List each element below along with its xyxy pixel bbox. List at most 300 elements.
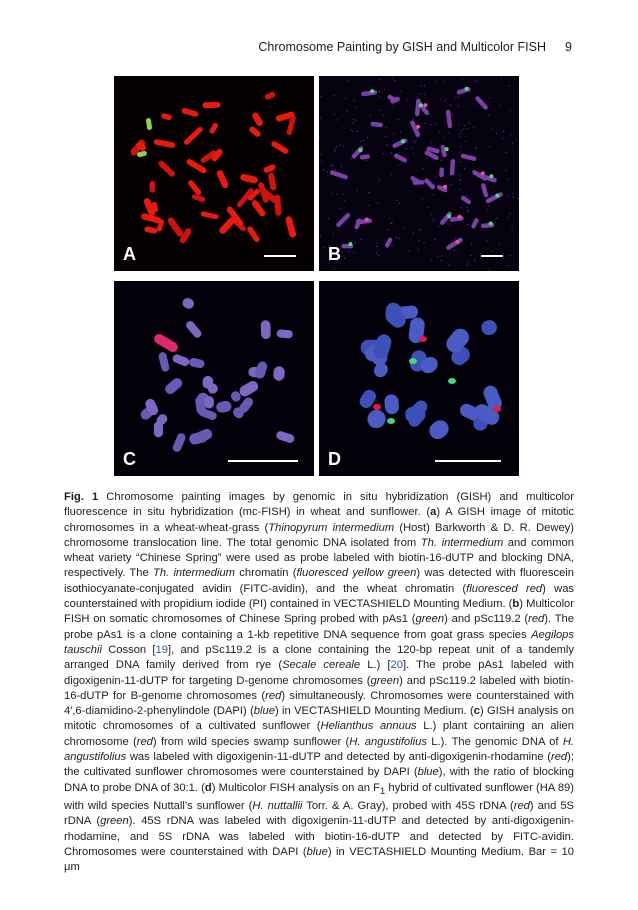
background-speck — [323, 247, 324, 248]
background-speck — [393, 105, 394, 106]
background-speck — [510, 255, 511, 256]
caption-species: Secale cereale — [282, 659, 361, 672]
caption-text: (Host) Barkworth & D. R. Dewey) chromosome translocation line. The total genomic DNA isolated from — [64, 521, 575, 549]
background-speck — [510, 134, 511, 135]
panel-a-gish-wheat — [114, 76, 314, 271]
caption-color-term: red — [513, 800, 530, 813]
caption-text: ) was counterstained with propidium iodide (PI) contained in VECTASHIELD Mounting Medium. ( — [64, 582, 575, 611]
caption-text: ) GISH analysis on mitotic chromosomes of a cultivated sunflower ( — [64, 705, 575, 733]
caption-color-term: blue — [253, 705, 275, 718]
caption-text: L.). The genomic DNA of — [426, 735, 563, 748]
citation-link[interactable]: 20 — [390, 659, 403, 672]
background-speck — [458, 124, 459, 125]
caption-color-term: green — [415, 613, 445, 626]
background-speck — [460, 175, 461, 176]
background-speck — [489, 115, 490, 116]
background-speck — [394, 80, 395, 81]
panel-b-scale-bar — [481, 255, 503, 257]
caption-color-term: red — [550, 751, 568, 764]
running-title: Chromosome Painting by GISH and Multicolor FISH — [258, 40, 546, 54]
background-speck — [498, 243, 499, 244]
background-speck — [455, 238, 456, 239]
background-speck — [413, 153, 414, 154]
background-speck — [508, 195, 509, 196]
background-speck — [348, 251, 349, 252]
background-speck — [366, 160, 367, 161]
background-speck — [460, 207, 461, 208]
background-speck — [379, 79, 380, 80]
probe-signal — [445, 147, 449, 151]
background-speck — [424, 94, 425, 95]
background-speck — [342, 252, 343, 253]
background-speck — [321, 161, 322, 162]
background-speck — [328, 218, 329, 219]
background-speck — [323, 169, 324, 170]
background-speck — [471, 255, 472, 256]
caption-text: ], and pSc119.2 is a clone containing the 120-bp repeat unit of a tandemly arranged DNA family derived from rye ( — [64, 643, 574, 672]
background-speck — [465, 141, 466, 142]
background-speck — [424, 85, 425, 86]
probe-signal — [495, 194, 499, 198]
background-speck — [368, 192, 369, 193]
background-speck — [466, 265, 467, 266]
background-speck — [433, 219, 434, 220]
background-speck — [434, 239, 435, 240]
probe-signal — [370, 89, 374, 93]
background-speck — [423, 168, 424, 169]
background-speck — [455, 97, 456, 98]
background-speck — [331, 165, 332, 166]
background-speck — [370, 114, 371, 115]
background-speck — [444, 100, 445, 101]
caption-text: chromatin ( — [235, 567, 297, 580]
caption-color-term: blue — [417, 766, 439, 779]
background-speck — [437, 256, 438, 257]
background-speck — [489, 205, 490, 206]
background-speck — [502, 138, 503, 139]
background-speck — [360, 141, 361, 142]
background-speck — [458, 133, 459, 134]
caption-panel-ref: c — [473, 705, 480, 718]
background-speck — [393, 133, 394, 134]
background-speck — [467, 128, 468, 129]
background-speck — [467, 224, 468, 225]
background-speck — [404, 227, 405, 228]
background-speck — [384, 89, 385, 90]
background-speck — [383, 114, 384, 115]
background-speck — [320, 117, 321, 118]
background-speck — [452, 115, 453, 116]
caption-text: ) in VECTASHIELD Mounting Medium. Bar = 10 μm — [64, 846, 574, 874]
background-speck — [466, 207, 467, 208]
caption-text: L.) plant containing an alien chromosome ( — [64, 720, 574, 748]
background-speck — [413, 118, 414, 119]
probe-signal — [489, 221, 493, 225]
background-speck — [332, 193, 333, 194]
background-speck — [409, 251, 410, 252]
panel-b-mcfish-wheat — [319, 76, 519, 271]
probe-signal — [348, 242, 352, 246]
background-speck — [467, 262, 468, 263]
probe-signal — [447, 214, 451, 218]
panel-d-scale-bar — [435, 460, 501, 462]
background-speck — [418, 249, 419, 250]
caption-panel-ref: a — [430, 506, 437, 519]
probe-signal — [419, 103, 423, 107]
probe-signal — [359, 148, 363, 152]
background-speck — [460, 189, 461, 190]
background-speck — [353, 252, 354, 253]
caption-text: ) Multicolor FISH analysis on an F — [211, 781, 380, 794]
background-speck — [386, 127, 387, 128]
background-speck — [459, 152, 460, 153]
background-speck — [355, 243, 356, 244]
background-speck — [425, 123, 426, 124]
background-speck — [429, 114, 430, 115]
background-speck — [419, 240, 420, 241]
background-speck — [450, 224, 451, 225]
caption-text: ) and pSc119.2 ( — [444, 613, 529, 626]
background-speck — [396, 237, 397, 238]
background-speck — [415, 140, 416, 141]
background-speck — [435, 123, 436, 124]
caption-color-term: green — [370, 674, 400, 687]
background-speck — [391, 152, 392, 153]
caption-color-term: red — [136, 735, 153, 748]
background-speck — [413, 232, 414, 233]
caption-color-term: fluoresced red — [466, 582, 543, 595]
background-speck — [356, 231, 357, 232]
panel-d-micrograph — [319, 281, 519, 476]
background-speck — [334, 148, 335, 149]
background-speck — [511, 229, 512, 230]
caption-text: L.) [ — [360, 659, 391, 672]
background-speck — [378, 181, 379, 182]
background-speck — [434, 220, 435, 221]
background-speck — [380, 109, 381, 110]
figure — [114, 76, 524, 476]
probe-signal — [481, 171, 485, 175]
background-speck — [441, 255, 442, 256]
background-speck — [392, 78, 393, 79]
background-speck — [353, 122, 354, 123]
probe-signal — [365, 217, 369, 221]
background-speck — [337, 119, 338, 120]
background-speck — [356, 190, 357, 191]
rdna-signal — [448, 378, 456, 384]
background-speck — [362, 225, 363, 226]
background-speck — [411, 147, 412, 148]
chromosome — [204, 396, 214, 409]
rdna-signal — [493, 406, 501, 412]
background-speck — [333, 233, 334, 234]
probe-signal — [455, 240, 459, 244]
background-speck — [435, 177, 436, 178]
background-speck — [419, 93, 420, 94]
panel-c-gish-sunflower — [114, 281, 314, 476]
background-speck — [398, 164, 399, 165]
background-speck — [360, 239, 361, 240]
background-speck — [431, 260, 432, 261]
probe-signal — [489, 174, 493, 178]
background-speck — [506, 152, 507, 153]
background-speck — [414, 142, 415, 143]
caption-panel-ref: b — [512, 598, 520, 611]
background-speck — [427, 207, 428, 208]
background-speck — [379, 91, 380, 92]
background-speck — [377, 242, 378, 243]
panel-a-micrograph — [114, 76, 314, 271]
background-speck — [367, 137, 368, 138]
running-head — [0, 40, 638, 58]
probe-signal — [401, 139, 405, 143]
background-speck — [333, 95, 334, 96]
background-speck — [420, 229, 421, 230]
caption-figure-label: Fig. 1 — [64, 491, 99, 503]
caption-text: was labeled with digoxigenin-11-dUTP and detected by anti-digoxigenin-rhodamine ( — [126, 751, 551, 764]
background-speck — [450, 184, 451, 185]
background-speck — [398, 119, 399, 120]
background-speck — [401, 91, 402, 92]
rdna-signal — [409, 358, 417, 364]
background-speck — [438, 131, 439, 132]
background-speck — [342, 194, 343, 195]
background-speck — [491, 128, 492, 129]
background-speck — [512, 143, 513, 144]
background-speck — [353, 119, 354, 120]
background-speck — [386, 144, 387, 145]
caption-color-term: red — [528, 613, 545, 626]
background-speck — [424, 242, 425, 243]
background-speck — [380, 96, 381, 97]
caption-species: Thinopyrum intermedium — [268, 521, 395, 534]
background-speck — [468, 210, 469, 211]
background-speck — [512, 197, 513, 198]
background-speck — [354, 100, 355, 101]
background-speck — [376, 253, 377, 254]
panel-b-micrograph — [319, 76, 519, 271]
background-speck — [441, 160, 442, 161]
background-speck — [512, 193, 513, 194]
caption-species: H. angustifolius — [64, 735, 574, 764]
panel-c-scale-bar — [228, 460, 298, 462]
background-speck — [344, 258, 345, 259]
panel-b-label: B — [328, 244, 341, 264]
caption-text: ), with the ratio of blocking DNA to probe DNA of 30:1. ( — [64, 766, 575, 794]
background-speck — [496, 133, 497, 134]
background-speck — [453, 250, 454, 251]
background-speck — [379, 178, 380, 179]
background-speck — [463, 129, 464, 130]
caption-subscript: 1 — [380, 785, 386, 796]
background-speck — [486, 240, 487, 241]
background-speck — [320, 96, 321, 97]
background-speck — [443, 137, 444, 138]
background-speck — [458, 106, 459, 107]
caption-text: ) from wild species swamp sunflower ( — [152, 735, 350, 748]
background-speck — [510, 110, 511, 111]
background-speck — [351, 158, 352, 159]
caption-species: Th. intermedium — [420, 536, 504, 549]
caption-species: Th. intermedium — [153, 567, 236, 580]
caption-text: ) in VECTASHIELD Mounting Medium. ( — [274, 705, 474, 718]
background-speck — [339, 144, 340, 145]
background-speck — [448, 265, 449, 266]
background-speck — [391, 222, 392, 223]
background-speck — [422, 199, 423, 200]
background-speck — [507, 217, 508, 218]
caption-color-term: green — [100, 815, 129, 828]
background-speck — [430, 214, 431, 215]
background-speck — [464, 168, 465, 169]
background-speck — [477, 81, 478, 82]
background-speck — [391, 245, 392, 246]
caption-color-term: red — [265, 689, 282, 702]
caption-text: ) and pSc119.2 labeled with biotin-16-dUTP for B-genome chromosomes ( — [64, 674, 574, 702]
background-speck — [346, 111, 347, 112]
background-speck — [378, 255, 379, 256]
background-speck — [496, 218, 497, 219]
caption-color-term: blue — [306, 846, 328, 859]
caption-text: ) A GISH image of mitotic chromosomes in a wheat-wheat-grass ( — [64, 506, 574, 534]
background-speck — [421, 85, 422, 86]
background-speck — [399, 203, 400, 204]
caption-species: Helianthus annuus — [320, 720, 417, 733]
page-number: 9 — [565, 40, 572, 54]
background-speck — [503, 131, 504, 132]
background-speck — [355, 120, 356, 121]
background-speck — [474, 260, 475, 261]
background-speck — [501, 77, 502, 78]
background-speck — [321, 154, 322, 155]
background-speck — [430, 124, 431, 125]
background-speck — [320, 235, 321, 236]
background-speck — [400, 131, 401, 132]
panel-d-mcfish-sunflower — [319, 281, 519, 476]
caption-text: and common wheat variety “Chinese Spring” were used as probe labeled with biotin-16-dUTP and blocking DNA, respectively. The — [64, 536, 574, 580]
probe-signal — [465, 87, 469, 91]
rdna-signal — [419, 336, 427, 342]
background-speck — [487, 209, 488, 210]
panel-a-label: A — [123, 244, 136, 264]
background-speck — [363, 139, 364, 140]
probe-signal — [443, 185, 447, 189]
background-speck — [475, 147, 476, 148]
rdna-signal — [373, 404, 381, 410]
background-speck — [435, 81, 436, 82]
background-speck — [357, 131, 358, 132]
background-speck — [450, 105, 451, 106]
caption-color-term: fluoresced yellow green — [296, 567, 417, 580]
background-speck — [465, 125, 466, 126]
background-speck — [458, 96, 459, 97]
background-speck — [505, 170, 506, 171]
background-speck — [426, 158, 427, 159]
background-speck — [351, 129, 352, 130]
background-speck — [344, 200, 345, 201]
caption-text: ) simultaneously. Chromosomes were counterstained with 4′,6-diamidino-2-phenylindole (DAPI) ( — [64, 689, 574, 718]
caption-species: Aegilops tauschii — [64, 628, 574, 656]
background-speck — [460, 179, 461, 180]
background-speck — [347, 80, 348, 81]
citation-link[interactable]: 19 — [155, 643, 168, 656]
caption-text: Torr. & A. Gray), probed with 45S rDNA ( — [302, 800, 514, 813]
background-speck — [355, 107, 356, 108]
rdna-signal — [387, 418, 395, 424]
chromosome — [439, 167, 444, 177]
background-speck — [319, 137, 320, 138]
background-speck — [388, 229, 389, 230]
panel-c-micrograph — [114, 281, 314, 476]
background-speck — [467, 211, 468, 212]
chromosome — [202, 102, 220, 109]
caption-text: hybrid of cultivated sunflower (HA 89) with wild species Nuttall’s sunflower ( — [64, 781, 574, 813]
background-speck — [438, 226, 439, 227]
background-speck — [474, 80, 475, 81]
caption-text: ) Multicolor FISH on somatic chromosomes of Chinese Spring probed with pAs1 ( — [64, 598, 574, 626]
background-speck — [336, 146, 337, 147]
background-speck — [499, 105, 500, 106]
background-speck — [509, 85, 510, 86]
background-speck — [466, 195, 467, 196]
background-speck — [440, 99, 441, 100]
background-speck — [448, 132, 449, 133]
background-speck — [459, 161, 460, 162]
chromosome — [261, 320, 271, 339]
background-speck — [489, 146, 490, 147]
caption-text: ). The probe pAs1 is a clone containing a 1-kb repetitive DNA sequence from goat grass species — [64, 613, 574, 641]
probe-signal — [458, 215, 462, 219]
caption-text: ) was detected with fluorescein isothiocyanate-conjugated avidin (FITC-avidin), and the wheat chromatin ( — [64, 567, 575, 595]
figure-caption — [64, 490, 574, 876]
background-speck — [469, 122, 470, 123]
background-speck — [391, 173, 392, 174]
background-speck — [507, 179, 508, 180]
background-speck — [334, 151, 335, 152]
background-speck — [491, 250, 492, 251]
caption-text: Chromosome painting images by genomic in situ hybridization (GISH) and multicolor fluorescence in situ hybridization (mc-FISH) in wheat and sunflower. ( — [64, 491, 574, 519]
background-speck — [333, 165, 334, 166]
background-speck — [335, 169, 336, 170]
background-speck — [390, 223, 391, 224]
background-speck — [473, 127, 474, 128]
background-speck — [339, 208, 340, 209]
background-speck — [383, 153, 384, 154]
background-speck — [462, 78, 463, 79]
caption-text: ]. The probe pAs1 labeled with digoxigenin-11-dUTP for targeting D-genome chromosomes ( — [64, 659, 575, 687]
background-speck — [517, 198, 518, 199]
panel-d-label: D — [328, 449, 341, 469]
background-speck — [406, 148, 407, 149]
background-speck — [399, 237, 400, 238]
background-speck — [473, 103, 474, 104]
background-speck — [489, 97, 490, 98]
chromosome — [412, 180, 424, 185]
background-speck — [334, 114, 335, 115]
background-speck — [345, 98, 346, 99]
background-speck — [443, 81, 444, 82]
background-speck — [460, 146, 461, 147]
background-speck — [368, 205, 369, 206]
background-speck — [334, 268, 335, 269]
background-speck — [471, 243, 472, 244]
caption-text: Cosson [ — [101, 643, 156, 656]
caption-text: ); the cultivated sunflower chromosomes were counterstained by DAPI ( — [64, 751, 574, 779]
background-speck — [507, 265, 508, 266]
background-speck — [460, 136, 461, 137]
background-speck — [441, 260, 442, 261]
background-speck — [376, 246, 377, 247]
